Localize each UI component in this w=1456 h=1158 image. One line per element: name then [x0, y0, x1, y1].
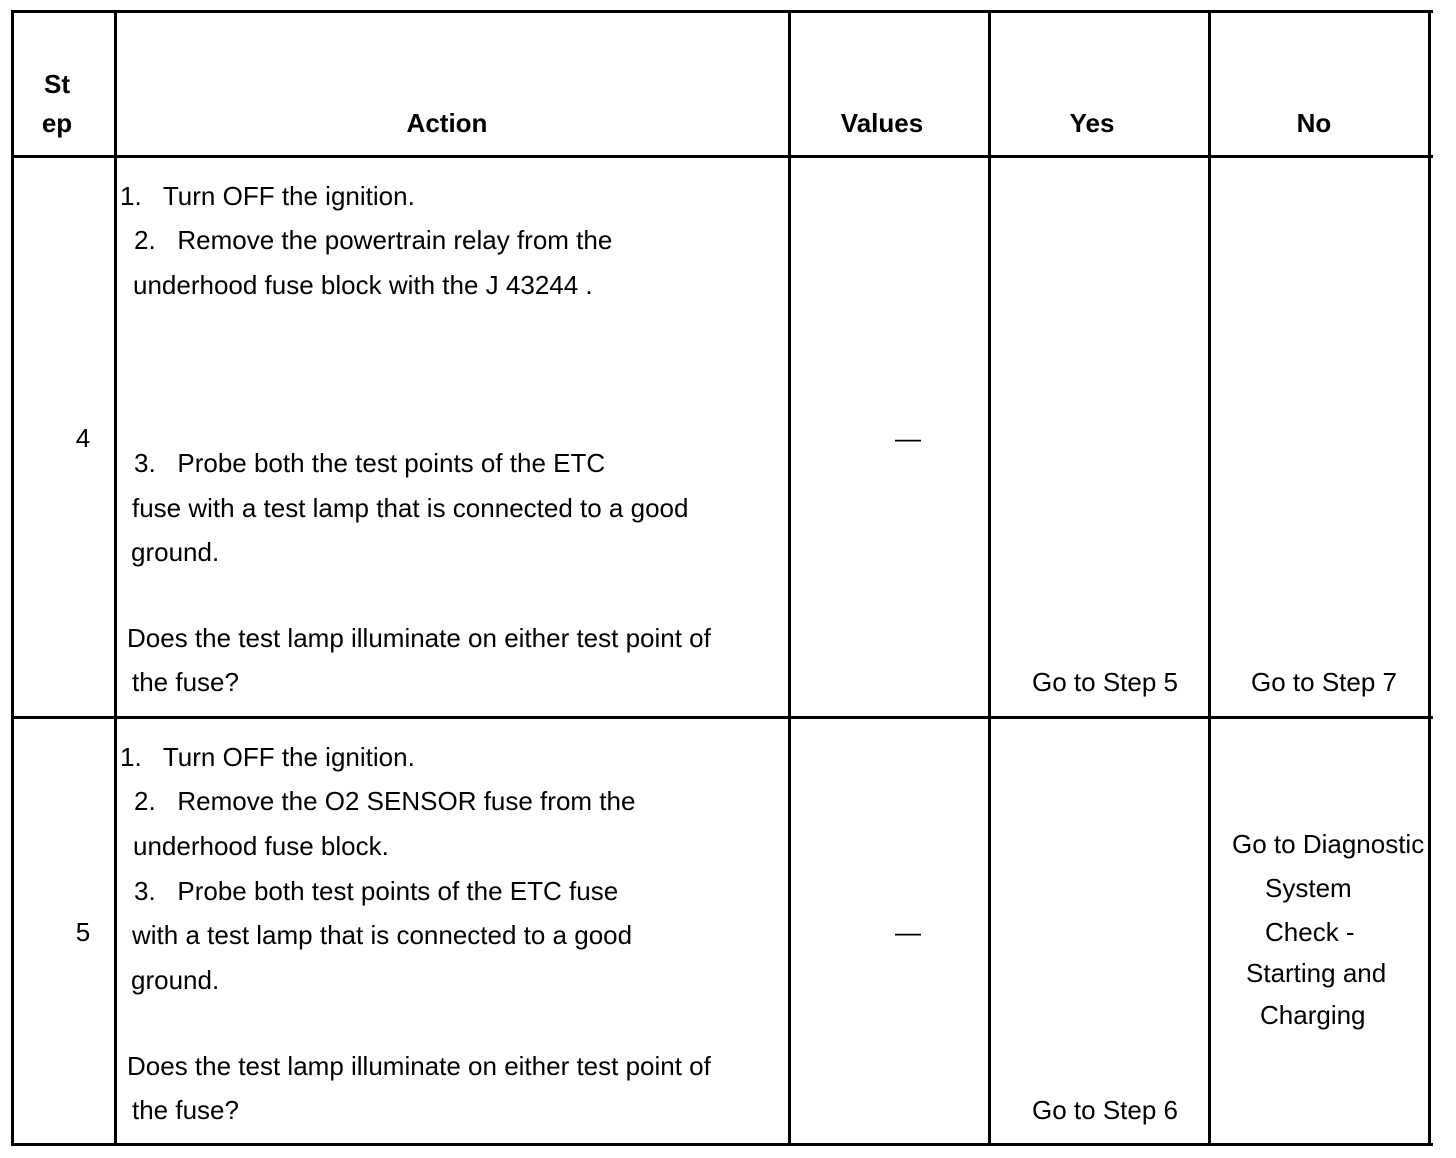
- header-yes: Yes: [1069, 108, 1115, 138]
- action-step-3: 3. Probe both test points of the ETC fuse: [134, 876, 619, 906]
- action-question: Does the test lamp illuminate on either test point of: [127, 1051, 711, 1081]
- no-result-line: Check -: [1265, 917, 1355, 947]
- action-step-2: 2. Remove the O2 SENSOR fuse from the: [134, 786, 636, 816]
- header-values: Values: [840, 108, 924, 138]
- step-number: 5: [75, 917, 91, 947]
- action-step-3-cont: ground.: [131, 965, 220, 995]
- values-cell: —: [895, 423, 921, 453]
- column-divider-step: [114, 10, 117, 1146]
- values-cell: —: [895, 917, 921, 947]
- no-result-line: Go to Diagnostic: [1232, 829, 1425, 859]
- action-step-2-cont: underhood fuse block with the J 43244 .: [133, 270, 593, 300]
- action-question-cont: the fuse?: [132, 1095, 239, 1125]
- column-divider-values: [988, 10, 991, 1146]
- action-question-cont: the fuse?: [132, 667, 239, 697]
- header-divider: [11, 155, 1433, 158]
- table-border-left: [11, 10, 14, 1146]
- action-step-2-cont: underhood fuse block.: [133, 831, 389, 861]
- yes-result: Go to Step 6: [1032, 1095, 1178, 1125]
- header-step-line1: St: [44, 69, 70, 99]
- header-step-line2: ep: [41, 108, 73, 138]
- no-result-line: Charging: [1260, 1000, 1366, 1030]
- table-border-bottom: [11, 1143, 1433, 1146]
- yes-result: Go to Step 5: [1032, 667, 1178, 697]
- header-action: Action: [406, 108, 488, 138]
- header-no: No: [1296, 108, 1332, 138]
- action-step-3: 3. Probe both the test points of the ETC: [134, 448, 606, 478]
- no-result-line: System: [1265, 873, 1352, 903]
- no-result-clip: [1211, 719, 1428, 1143]
- action-step-1: 1. Turn OFF the ignition.: [120, 181, 415, 211]
- table-border-right: [1428, 10, 1431, 1146]
- no-result: Go to Step 7: [1251, 667, 1397, 697]
- action-step-3-cont: fuse with a test lamp that is connected to a good: [132, 493, 689, 523]
- action-step-3-cont: ground.: [131, 537, 220, 567]
- action-step-2: 2. Remove the powertrain relay from the: [134, 225, 613, 255]
- step-number: 4: [75, 423, 91, 453]
- column-divider-action: [788, 10, 791, 1146]
- action-step-3-cont: with a test lamp that is connected to a good: [132, 920, 633, 950]
- action-question: Does the test lamp illuminate on either test point of: [127, 623, 711, 653]
- table-border-top: [11, 10, 1433, 13]
- no-result-line: Starting and: [1246, 958, 1387, 988]
- action-step-1: 1. Turn OFF the ignition.: [120, 742, 415, 772]
